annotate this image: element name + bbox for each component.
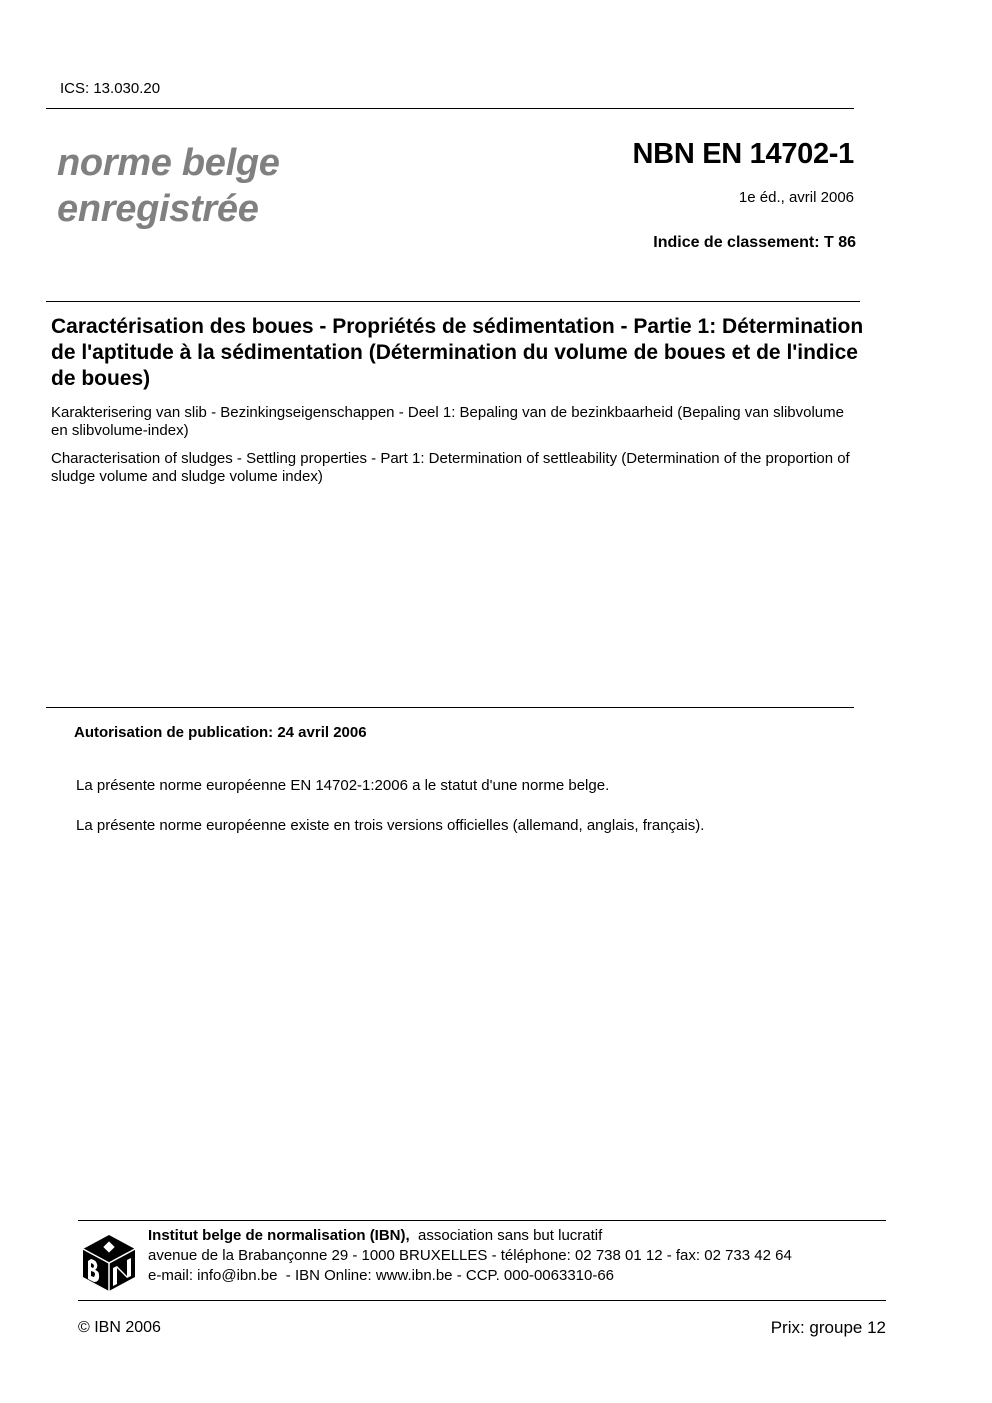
title-dutch: Karakterisering van slib - Bezinkingseigenschappen - Deel 1: Bepaling van de bezinkbaarheid (Bepaling van slibvolume en slibvolume-index): [51, 404, 844, 439]
publication-divider: [46, 707, 854, 708]
top-divider: [46, 108, 854, 109]
ics-code: ICS: 13.030.20: [60, 80, 161, 97]
standard-number: NBN EN 14702-1: [632, 138, 854, 170]
ibn-cube-logo-icon: [82, 1234, 136, 1292]
title-english: Characterisation of sludges - Settling properties - Part 1: Determination of settleability (Determination of the proportion of sludge volume and sludge volume index): [51, 450, 850, 485]
price-group: Prix: groupe 12: [770, 1318, 886, 1337]
edition-date: 1e éd., avril 2006: [738, 189, 854, 206]
copyright-notice: © IBN 2006: [78, 1319, 161, 1336]
institute-contact: e-mail: info@ibn.be - IBN Online: www.ibn.be - CCP. 000-0063310-66: [148, 1267, 615, 1284]
classification-index: Indice de classement: T 86: [653, 234, 856, 251]
institute-name: Institut belge de normalisation (IBN),: [148, 1227, 410, 1244]
footer-top-divider: [78, 1220, 886, 1221]
registration-label-line1: norme belge: [57, 142, 280, 184]
institute-address: avenue de la Brabançonne 29 - 1000 BRUXELLES - téléphone: 02 738 01 12 - fax: 02 733 42 64: [148, 1247, 792, 1264]
versions-paragraph: La présente norme européenne existe en trois versions officielles (allemand, anglais, français).: [76, 817, 705, 834]
institute-type: association sans but lucratif: [418, 1227, 603, 1244]
title-divider: [46, 301, 860, 302]
publication-authorization: Autorisation de publication: 24 avril 2006: [74, 724, 367, 741]
title-french: Caractérisation des boues - Propriétés de sédimentation - Partie 1: Détermination de l'aptitude à la sédimentation (Détermination du volume de boues et de l'indice de boues): [51, 315, 864, 390]
status-paragraph: La présente norme européenne EN 14702-1:2006 a le statut d'une norme belge.: [76, 777, 610, 794]
registration-label-line2: enregistrée: [57, 188, 259, 230]
institute-name-line: [148, 1227, 602, 1244]
footer-bottom-divider: [78, 1300, 886, 1301]
